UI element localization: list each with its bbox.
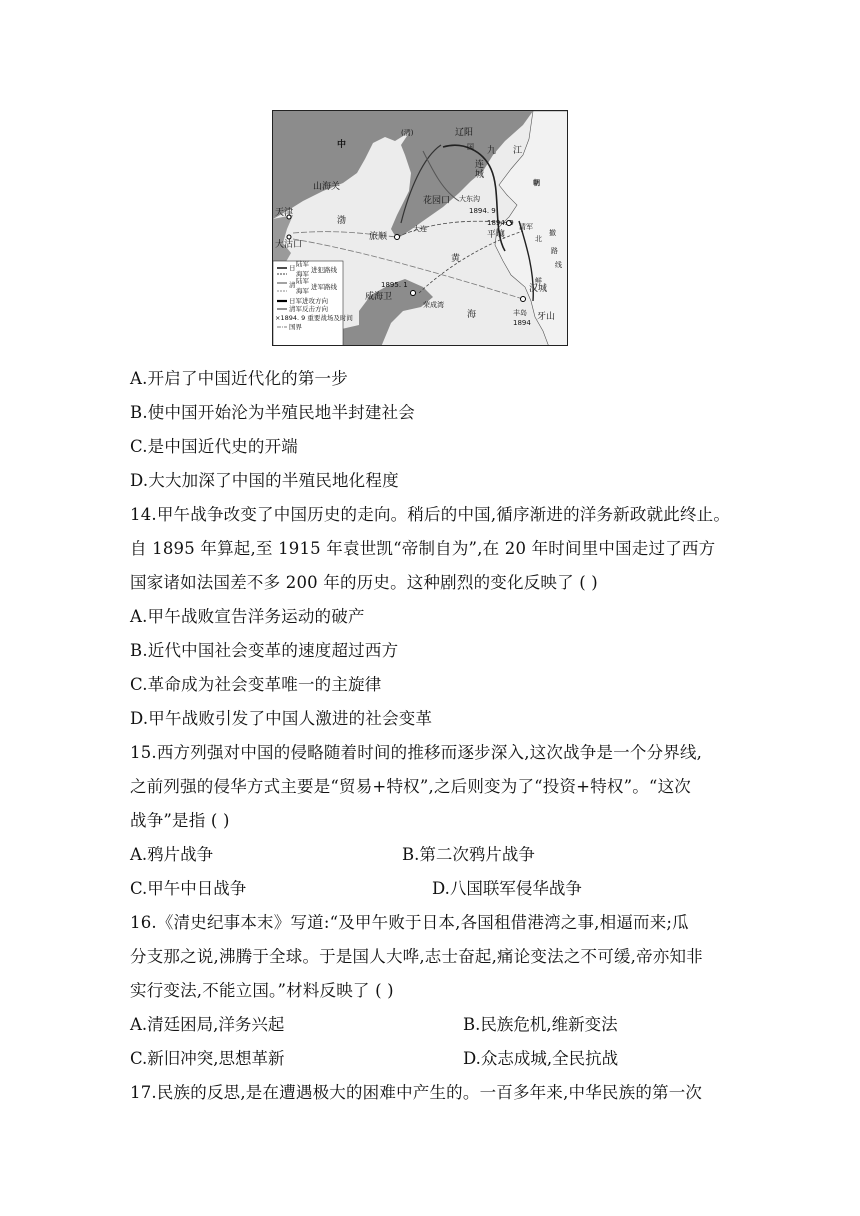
label-hancheng: 汉城 bbox=[529, 284, 548, 294]
label-dadonggou: 大东沟 bbox=[459, 195, 480, 203]
label-date-1895: 1895. 1 bbox=[381, 281, 408, 289]
q15-stem-line2: 之前列强的侵华方式主要是“贸易+特权”,之后则变为了“投资+特权”。“这次 bbox=[130, 777, 691, 796]
label-lvshun: 旅顺 bbox=[369, 232, 388, 242]
label-pingrang: 平壤 bbox=[487, 230, 506, 240]
q17-stem-line1: 17.民族的反思,是在遭遇极大的困难中产生的。一百多年来,中华民族的第一次 bbox=[130, 1083, 703, 1102]
label-qing: (清) bbox=[401, 129, 414, 137]
label-xian: 线 bbox=[555, 261, 562, 269]
label-jiang: 江 bbox=[513, 146, 523, 156]
label-huang: 黄 bbox=[451, 254, 461, 264]
legend-haijun: 海军 bbox=[296, 270, 309, 278]
label-chao: 朝 bbox=[533, 179, 540, 187]
legend-ri-route: 进犯路线 bbox=[311, 266, 337, 274]
label-bei: 北 bbox=[535, 235, 542, 243]
q14-option-c: C.革命成为社会变革唯一的主旋律 bbox=[130, 675, 382, 694]
map-svg bbox=[273, 111, 568, 346]
legend-qing: 清 bbox=[289, 281, 296, 289]
label-dagukou: 大沽口 bbox=[275, 240, 303, 250]
label-liaoyang: 辽阳 bbox=[455, 128, 474, 138]
label-yashan: 牙山 bbox=[537, 312, 556, 322]
label-weihaiwei: 威海卫 bbox=[365, 292, 393, 302]
q14-stem-line2: 自 1895 年算起,至 1915 年袁世凯“帝制自为”,在 20 年时间里中国走过了西方 bbox=[130, 539, 716, 558]
label-lu: 路 bbox=[551, 247, 558, 255]
label-dalianwan: 大连 bbox=[413, 225, 427, 233]
q15-option-b: B.第二次鸦片战争 bbox=[402, 845, 535, 864]
q14-option-b: B.近代中国社会变革的速度超过西方 bbox=[130, 641, 399, 660]
q15-stem-line1: 15.西方列强对中国的侵略随着时间的推移而逐步深入,这次战争是一个分界线, bbox=[130, 743, 703, 762]
label-cheng: 城 bbox=[475, 170, 485, 180]
label-jiu: 九 bbox=[487, 146, 497, 156]
q16-option-b: B.民族危机,维新变法 bbox=[463, 1015, 618, 1034]
legend-qing-lujun: 陆军 bbox=[296, 277, 309, 285]
q13-option-d: D.大大加深了中国的半殖民地化程度 bbox=[130, 471, 399, 490]
legend-qing-route: 进军路线 bbox=[311, 283, 337, 291]
q16-option-d: D.众志成城,全民抗战 bbox=[463, 1049, 619, 1068]
label-fengdao: 丰岛 bbox=[513, 309, 527, 317]
q14-stem-line1: 14.甲午战争改变了中国历史的走向。稍后的中国,循序渐进的洋务新政就此终止。 bbox=[130, 505, 731, 524]
q13-option-c: C.是中国近代史的开端 bbox=[130, 437, 298, 456]
legend-qing-haijun: 海军 bbox=[296, 287, 309, 295]
sino-japanese-war-map bbox=[272, 110, 568, 346]
q14-stem-line3: 国家诸如法国差不多 200 年的历史。这种剧烈的变化反映了 ( ) bbox=[130, 573, 598, 592]
place-marker bbox=[411, 291, 416, 296]
place-marker bbox=[395, 235, 400, 240]
label-date-1: 1894. 9 bbox=[469, 207, 496, 215]
label-date-1894: 1894 bbox=[513, 319, 531, 327]
label-shanhaiguan: 山海关 bbox=[313, 182, 341, 192]
q13-option-a: A.开启了中国近代化的第一步 bbox=[130, 369, 348, 388]
q15-stem-line3: 战争”是指 ( ) bbox=[130, 811, 230, 830]
q15-option-c: C.甲午中日战争 bbox=[130, 879, 247, 898]
q16-stem-line1: 16.《清史纪事本末》写道:“及甲午败于日本,各国租借港湾之事,相逼而来;瓜 bbox=[130, 913, 689, 932]
legend-battle: ×1894. 9 重要战场及时间 bbox=[275, 314, 353, 322]
legend-lujun: 陆军 bbox=[296, 260, 309, 268]
legend-ri: 日 bbox=[289, 264, 296, 272]
q14-option-a: A.甲午战败宣告洋务运动的破产 bbox=[130, 607, 365, 626]
label-tianjin: 天津 bbox=[275, 208, 294, 218]
legend-qing-counter: 清军反击方向 bbox=[289, 305, 328, 313]
label-date-2: 1894. 9 bbox=[487, 219, 514, 227]
q16-option-a: A.清廷困局,洋务兴起 bbox=[130, 1015, 285, 1034]
label-bo: 渤 bbox=[337, 216, 347, 226]
label-xian2: 鲜 bbox=[535, 277, 542, 285]
label-guo: 国 bbox=[467, 143, 474, 151]
place-marker bbox=[287, 235, 291, 239]
q15-option-a: A.鸦片战争 bbox=[130, 845, 214, 864]
label-zhong: 中 bbox=[337, 140, 347, 150]
legend-border: 国界 bbox=[289, 323, 302, 331]
q16-stem-line3: 实行变法,不能立国。”材料反映了 ( ) bbox=[130, 981, 394, 1000]
place-marker bbox=[521, 297, 526, 302]
q15-option-d: D.八国联军侵华战争 bbox=[432, 879, 582, 898]
q16-stem-line2: 分支那之说,沸腾于全球。于是国人大哗,志士奋起,痛论变法之不可缓,帝亦知非 bbox=[130, 947, 703, 966]
q13-option-b: B.使中国开始沦为半殖民地半封建社会 bbox=[130, 403, 415, 422]
q14-option-d: D.甲午战败引发了中国人激进的社会变革 bbox=[130, 709, 433, 728]
label-rongcheng: 荣成湾 bbox=[423, 301, 444, 309]
label-huayuankou: 花园口 bbox=[423, 196, 451, 206]
label-qingjun: 清军 bbox=[519, 223, 533, 231]
label-che: 撤 bbox=[549, 229, 556, 237]
legend-ri-attack: 日军进攻方向 bbox=[289, 297, 328, 305]
label-lian: 连 bbox=[475, 160, 485, 170]
q16-option-c: C.新旧冲突,思想革新 bbox=[130, 1049, 285, 1068]
label-hai: 海 bbox=[467, 310, 477, 320]
